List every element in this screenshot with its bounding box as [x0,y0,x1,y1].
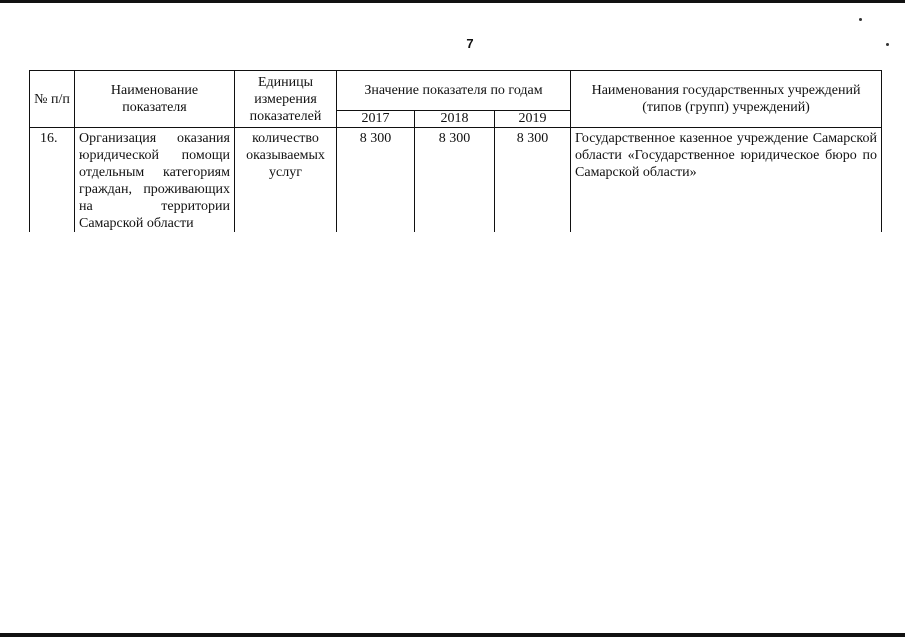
indicators-table [29,70,882,232]
header-name-label: Наименование показателя [110,83,199,115]
table-row [30,128,882,233]
header-num [30,71,75,128]
header-year-2017: 2017 [337,111,415,128]
header-year-2018: 2018 [415,111,495,128]
header-institutions-label: Наименования государственных учреждений (типов (групп) учреждений) [591,83,861,115]
row-value-2017: 8 300 [337,128,415,233]
header-institutions [571,71,882,128]
header-values-group [337,71,571,111]
top-border-line [0,0,905,3]
header-unit [235,71,337,128]
scan-speck [859,18,862,21]
row-value-2018: 8 300 [415,128,495,233]
page-number: 7 [466,36,474,51]
header-year-2019: 2019 [495,111,571,128]
row-institution: Государственное казенное учреждение Самарской области «Государственное юридическое бюро по Самарской области» [571,128,882,233]
scan-speck [886,43,889,46]
header-values-group-label: Значение показателя по годам [364,83,543,98]
header-num-label: № п/п [34,91,70,107]
row-indicator-name: Организация оказания юридической помощи отдельным категориям граждан, проживающих на территории Самарской области [75,128,235,233]
header-unit-label: Единицы измерения показателей [249,74,322,124]
row-value-2019: 8 300 [495,128,571,233]
header-name [75,71,235,128]
row-unit: количество оказываемых услуг [235,128,337,233]
row-num: 16. [30,128,75,233]
bottom-border-line [0,633,905,637]
